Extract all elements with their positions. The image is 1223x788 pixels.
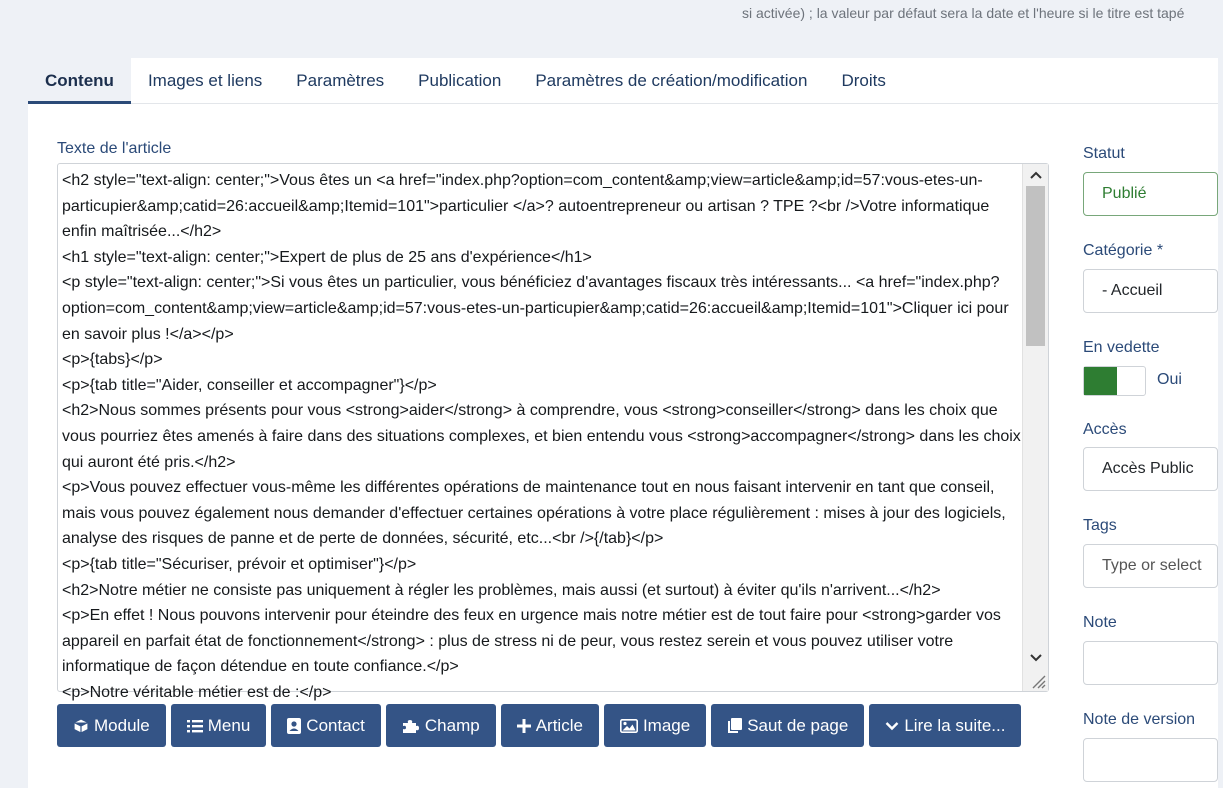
category-select[interactable]: - Accueil (1083, 269, 1218, 313)
resize-grip-icon[interactable] (1028, 671, 1046, 689)
module-button[interactable] (57, 704, 166, 747)
article-text-content[interactable]: <h2 style="text-align: center;">Vous êtes un <a href="index.php?option=com_content&amp;view=article&amp;id=57:vous-etes-un-particupier&amp;catid=26:accueil&amp;Itemid=101">particulier </a>? autoentrepreneur ou artisan ? TPE ?<br />Votre informatique enfin maîtrisée...</h2> <h1 style="text-align: center;">Expert de plus de 25 ans d'expérience</h1> <p style="text-align: center;">Si vous êtes un particulier, vous bénéficiez d'avantages fiscaux très intéressants... <a href="index.php?option=com_content&amp;view=article&amp;id=57:vous-etes-un-particupier&amp;catid=26:accueil&amp;Itemid=101">Cliquer ici pour en savoir plus !</a></p> <p>{tabs}</p> <p>{tab title="Aider, conseiller et accompagner"}</p> <h2>Nous sommes présents pour vous <strong>aider</strong> à comprendre, vous <strong>conseiller</strong> dans les choix que vous pourriez êtes amenés à faire dans des situations complexes, et bien entendu vous <strong>accompagner</strong> dans les choix qui auront été pris.</h2> <p>Vous pouvez effectuer vous-même les différentes opérations de maintenance tout en nous faisant intervenir en tant que conseil, mais vous pouvez également nous demander d'effectuer certaines opérations à votre place régulièrement : mises à jour des logiciels, analyse des risques de panne et de perte de données, sécurité, etc...<br />{/tab}</p> <p>{tab title="Sécuriser, prévoir et optimiser"}</p> <h2>Notre métier ne consiste pas uniquement à régler les problèmes, mais aussi (et surtout) à éviter qu'ils n'arrivent...</h2> <p>En effet ! Nous pouvons intervenir pour éteindre des feux en urgence mais notre métier est de tout faire pour <strong>garder vos appareil en parfait état de fonctionnement</strong> : plus de stress ni de peur, vous restez serein et vous pouvez utiliser votre informatique de façon détendue en toute confiance.</p> <p>Notre véritable métier est de :</p> (62, 172, 1021, 701)
scroll-thumb[interactable] (1026, 186, 1045, 346)
article-edit-card (28, 58, 1218, 788)
champ-button-label: Champ (424, 715, 480, 735)
editor-button-row (57, 704, 1021, 747)
module-button-label: Module (94, 715, 150, 735)
access-select[interactable]: Accès Public (1083, 447, 1218, 491)
category-label: Catégorie * (1083, 242, 1164, 259)
contact-button-label: Contact (306, 715, 365, 735)
address-card-icon (287, 718, 301, 734)
image-button-label: Image (642, 715, 691, 735)
read-more-button-label: Lire la suite... (904, 715, 1006, 735)
contact-button[interactable] (271, 704, 381, 747)
scroll-down-icon[interactable] (1023, 647, 1048, 669)
menu-button-label: Menu (207, 715, 251, 735)
list-icon (187, 719, 203, 733)
chevron-down-icon (885, 721, 899, 731)
featured-toggle[interactable] (1083, 366, 1146, 396)
cube-icon (73, 718, 89, 734)
tab-bar (28, 58, 1218, 104)
note-label: Note (1083, 614, 1117, 631)
scroll-up-icon[interactable] (1023, 164, 1048, 186)
page-break-button[interactable] (711, 704, 864, 747)
image-button[interactable] (604, 704, 706, 747)
tab-parametres[interactable]: Paramètres (296, 71, 385, 90)
tab-contenu[interactable]: Contenu (28, 58, 131, 104)
image-icon (620, 719, 638, 733)
article-text-label: Texte de l'article (57, 140, 172, 157)
tab-images-et-liens[interactable]: Images et liens (147, 71, 263, 90)
featured-value: Oui (1157, 371, 1182, 388)
puzzle-icon (402, 718, 420, 734)
plus-icon (517, 719, 531, 733)
page-break-button-label: Saut de page (747, 715, 849, 735)
champ-button[interactable] (386, 704, 496, 747)
header-hint: si activée) ; la valeur par défaut sera la date et l'heure si le titre est tapé (742, 5, 1185, 21)
version-note-input[interactable] (1083, 738, 1218, 782)
copy-icon (727, 718, 742, 734)
tags-label: Tags (1083, 517, 1117, 534)
tab-publication[interactable]: Publication (418, 71, 502, 90)
featured-label: En vedette (1083, 339, 1160, 356)
featured-toggle-on (1084, 367, 1117, 395)
article-text-editor[interactable] (57, 163, 1049, 701)
tab-droits[interactable]: Droits (841, 71, 886, 90)
read-more-button[interactable] (869, 704, 1021, 747)
status-select[interactable]: Publié (1083, 172, 1218, 216)
status-label: Statut (1083, 145, 1125, 162)
access-label: Accès (1083, 421, 1127, 438)
editor-scrollbar[interactable] (1022, 164, 1048, 691)
article-button[interactable] (501, 704, 599, 747)
menu-button[interactable] (171, 704, 267, 747)
version-note-label: Note de version (1083, 711, 1196, 728)
tab-creation-modification[interactable]: Paramètres de création/modification (535, 71, 808, 90)
article-button-label: Article (535, 715, 583, 735)
tags-input[interactable]: Type or select (1083, 544, 1218, 588)
note-input[interactable] (1083, 641, 1218, 685)
